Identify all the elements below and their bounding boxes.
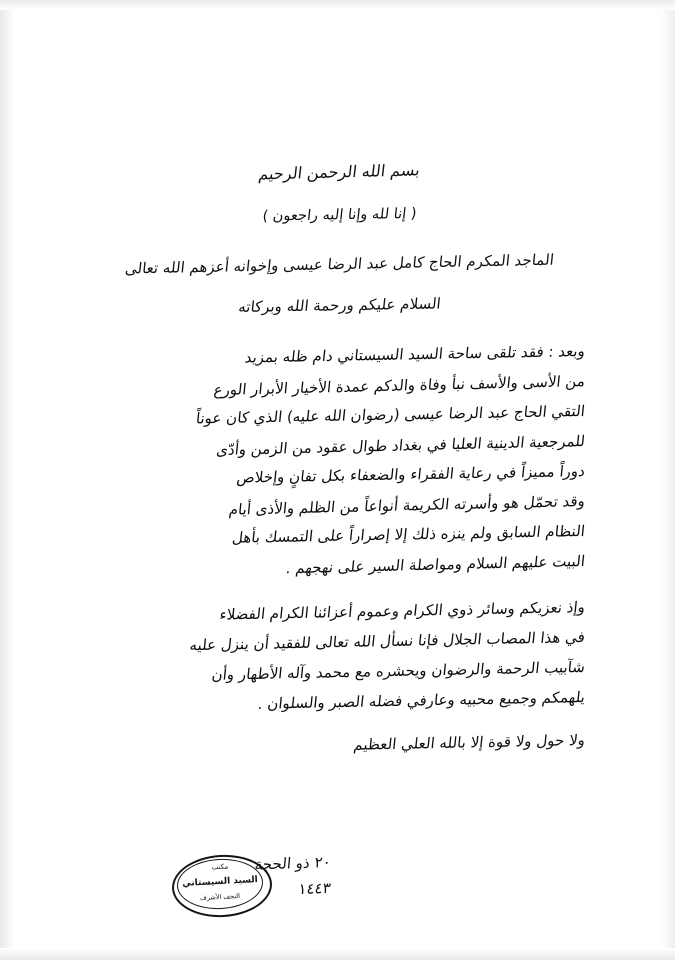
basmala-line: بسم الله الرحمن الرحيم	[257, 160, 421, 184]
date-day-month: ٢٠ ذو الحجة	[253, 853, 332, 874]
page-edge-bottom	[0, 948, 675, 960]
condolence-paragraph	[95, 336, 585, 576]
page-edge-right	[661, 0, 675, 960]
final-invocation-line: ولا حول ولا قوة إلا بالله العلي العظيم	[352, 730, 586, 754]
page-edge-left	[0, 0, 14, 960]
body-line: دوراً مميزاً في رعاية الفقراء والضعفاء بكل تفانٍ وإخلاص	[235, 461, 586, 487]
greeting-line: السلام عليكم ورحمة الله وبركاته	[237, 294, 442, 316]
body-line: للمرجعية الدينية العليا في بغداد طوال عقود من الزمن وأدّى	[215, 431, 586, 459]
seal-center-text: السيد السيستاني	[181, 875, 259, 889]
closing-line: شآبيب الرحمة والرضوان ويحشره مع محمد وآله الأطهار وأن	[210, 657, 586, 684]
body-line: التقي الحاج عبد الرضا عيسى (رضوان الله عليه) الذي كان عوناً	[195, 401, 586, 428]
body-line: النظام السابق ولم ينزه ذلك إلا إصراراً على التمسك بأهل	[231, 521, 586, 547]
seal-bottom-text: النجف الأشرف	[199, 891, 241, 903]
official-seal	[172, 855, 268, 913]
closing-line: يلهمكم وجميع محبيه وعارفي فضله الصبر والسلوان .	[256, 687, 586, 713]
seal-top-text: مكتب	[211, 862, 229, 872]
date-block	[255, 850, 331, 901]
body-line: وبعد : فقد تلقى ساحة السيد السيستاني دام ظله بمزيد	[243, 341, 586, 367]
addressee-line: الماجد المكرم الحاج كامل عبد الرضا عيسى وإخوانه أعزهم الله تعالى	[124, 251, 555, 279]
closing-line: في هذا المصاب الجلال فإنا نسأل الله تعالى للفقيد أن ينزل عليه	[188, 627, 586, 655]
closing-paragraph	[95, 592, 585, 712]
quran-verse: ( إنا لله وإنا إليه راجعون )	[261, 206, 418, 225]
date-year: ١٤٤٣	[297, 878, 332, 898]
page-edge-top	[0, 0, 675, 10]
letter-content	[95, 150, 585, 755]
body-line: البيت عليهم السلام ومواصلة السير على نهجهم .	[284, 551, 586, 578]
body-line: وقد تحمّل هو وأسرته الكريمة أنواعاً من الظلم والأذى أيام	[227, 491, 586, 519]
closing-line: وإذ نعزيكم وسائر ذوي الكرام وعموم أعزائنا الكرام الفضلاء	[218, 597, 586, 624]
body-line: من الأسى والأسف نبأ وفاة والدكم عمدة الأخيار الأبرار الورع	[212, 371, 586, 399]
